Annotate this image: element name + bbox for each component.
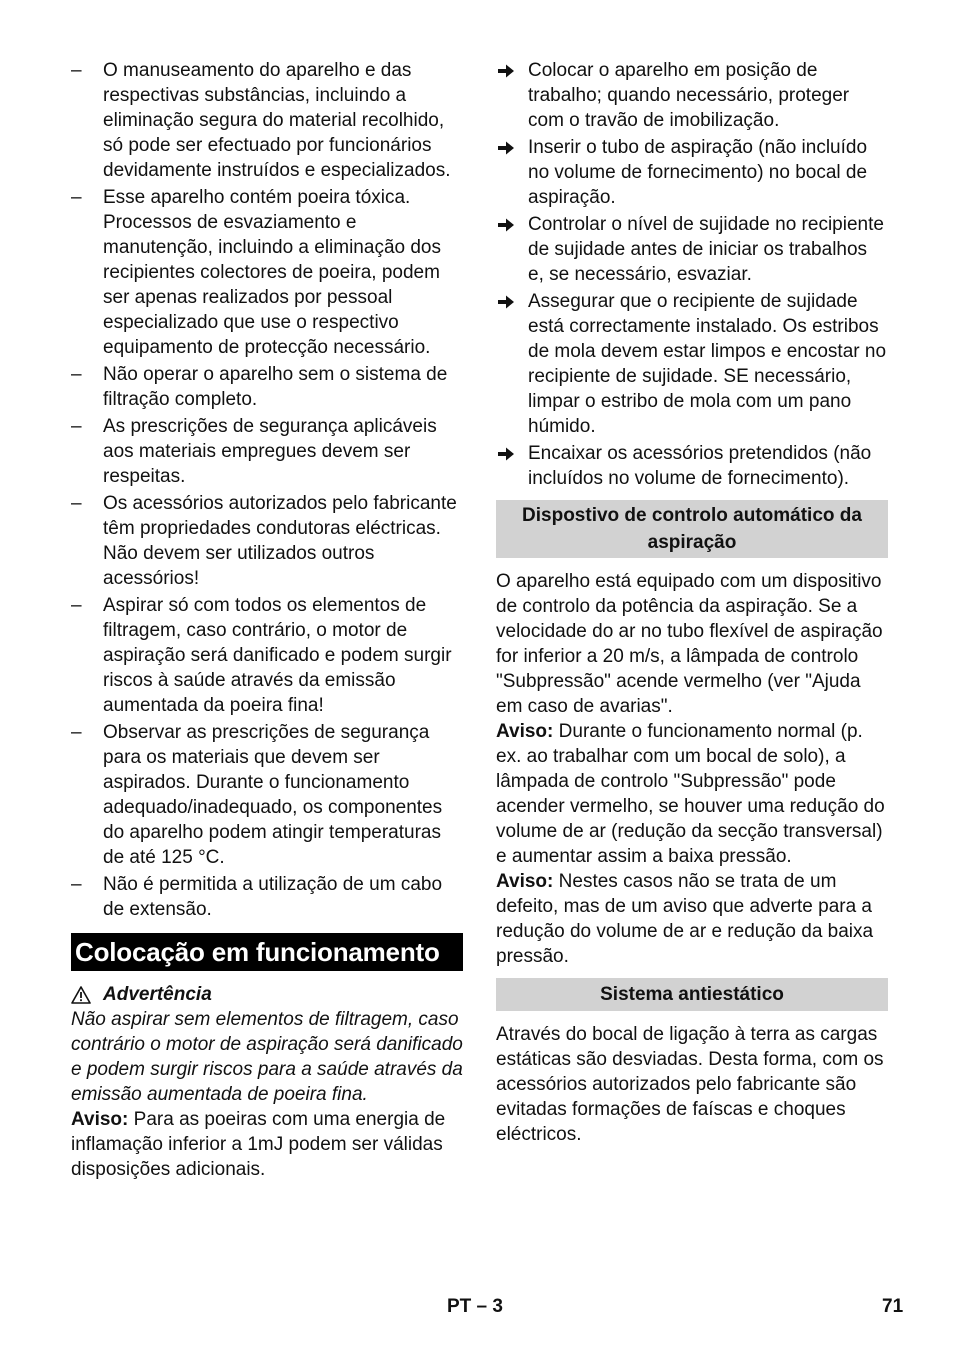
note-paragraph <box>496 869 888 969</box>
dash-marker: – <box>71 595 82 616</box>
footer-page-number: 71 <box>882 1296 904 1317</box>
list-item: – As prescrições de segurança aplicáveis aos materiais empregues devem ser respeitas. <box>71 416 437 487</box>
arrow-right-icon <box>496 292 516 312</box>
list-item: – Os acessórios autorizados pelo fabricante têm propriedades condutoras eléctricas. Não devem ser utilizados outros acessórios! <box>71 493 457 589</box>
dash-marker: – <box>71 187 82 208</box>
note-paragraph <box>71 1107 463 1182</box>
dash-marker: – <box>71 493 82 514</box>
dash-marker: – <box>71 60 82 81</box>
arrow-right-icon <box>496 61 516 81</box>
note-label: Aviso: <box>496 871 554 892</box>
note-text: Nestes casos não se trata de um defeito, mas de um aviso que adverte para a redução do volume de ar e redução da baixa pressão. <box>496 871 874 967</box>
footer-language-page: PT – 3 <box>447 1296 503 1317</box>
arrow-right-icon <box>496 444 516 464</box>
list-item: Controlar o nível de sujidade no recipiente de sujidade antes de iniciar os trabalhos e, se necessário, esvaziar. <box>496 212 888 287</box>
list-item: Assegurar que o recipiente de sujidade está correctamente instalado. Os estribos de mola devem estar limpos e encostar no recipiente de sujidade. SE necessário, limpar o estribo de mola com um pano húmido. <box>496 289 888 439</box>
subsection-heading-antistatic: Sistema antiestático <box>496 978 888 1011</box>
list-item: – Não é permitida a utilização de um cabo de extensão. <box>71 874 443 920</box>
safety-list <box>71 58 463 922</box>
note-label: Aviso: <box>71 1109 129 1130</box>
antistatic-text: Através do bocal de ligação à terra as cargas estáticas são desviadas. Desta forma, com os acessórios autorizados pelo fabricante são evitadas formações de faíscas e choques eléctricos. <box>496 1024 884 1145</box>
list-item: – Aspirar só com todos os elementos de filtragem, caso contrário, o motor de aspiração será danificado e podem surgir riscos à saúde através da emissão aumentada da poeira fina! <box>71 595 452 716</box>
list-item: Encaixar os acessórios pretendidos (não incluídos no volume de fornecimento). <box>496 441 888 491</box>
steps-list <box>496 58 888 491</box>
list-item: – O manuseamento do aparelho e das respectivas substâncias, incluindo a eliminação segura do material recolhido, só pode ser efectuado por funcionários devidamente instruídos e especializados. <box>71 60 451 181</box>
list-item: – Esse aparelho contém poeira tóxica. Processos de esvaziamento e manutenção, incluindo a eliminação dos recipientes colectores de poeira, podem ser apenas realizados por pessoal especializado que use o respectivo equipamento de protecção necessário. <box>71 187 441 358</box>
list-item: Inserir o tubo de aspiração (não incluído no volume de fornecimento) no bocal de aspiração. <box>496 135 888 210</box>
left-column <box>71 58 463 1182</box>
list-item: – Não operar o aparelho sem o sistema de filtração completo. <box>71 364 448 410</box>
warning-text: Não aspirar sem elementos de filtragem, caso contrário o motor de aspiração será danificado e podem surgir riscos para a saúde através da emissão aumentada de poeira fina. <box>71 1009 463 1105</box>
warning-heading <box>71 982 463 1007</box>
list-item: – Observar as prescrições de segurança para os materiais que devem ser aspirados. Durante o funcionamento adequado/inadequado, os componentes do aparelho podem atingir temperaturas de até 125 °C. <box>71 722 443 868</box>
suction-control-text: O aparelho está equipado com um dispositivo de controlo da potência da aspiração. Se a velocidade do ar no tubo flexível de aspiração for inferior a 20 m/s, a lâmpada de controlo "Subpressão" acende vermelho (ver "Ajuda em caso de avarias". <box>496 571 883 717</box>
dash-marker: – <box>71 364 82 385</box>
warning-title: Advertência <box>103 984 212 1005</box>
arrow-right-icon <box>496 215 516 235</box>
arrow-right-icon <box>496 138 516 158</box>
list-item: Colocar o aparelho em posição de trabalho; quando necessário, proteger com o travão de imobilização. <box>496 58 888 133</box>
right-column <box>496 58 888 1147</box>
dash-marker: – <box>71 722 82 743</box>
dash-marker: – <box>71 416 82 437</box>
note-label: Aviso: <box>496 721 554 742</box>
note-paragraph <box>496 719 888 869</box>
dash-marker: – <box>71 874 82 895</box>
subsection-heading-suction-control: Dispostivo de controlo automático da aspiração <box>496 500 888 558</box>
note-text: Durante o funcionamento normal (p. ex. ao trabalhar com um bocal de solo), a lâmpada de controlo "Subpressão" pode acender vermelho, se houver uma redução do volume de ar (redução da secção transversal) e aumentar assim a baixa pressão. <box>496 721 885 867</box>
section-heading: Colocação em funcionamento <box>71 933 463 971</box>
note-text: Para as poeiras com uma energia de inflamação inferior a 1mJ podem ser válidas disposições adicionais. <box>71 1109 446 1180</box>
warning-triangle-icon <box>71 986 91 1004</box>
